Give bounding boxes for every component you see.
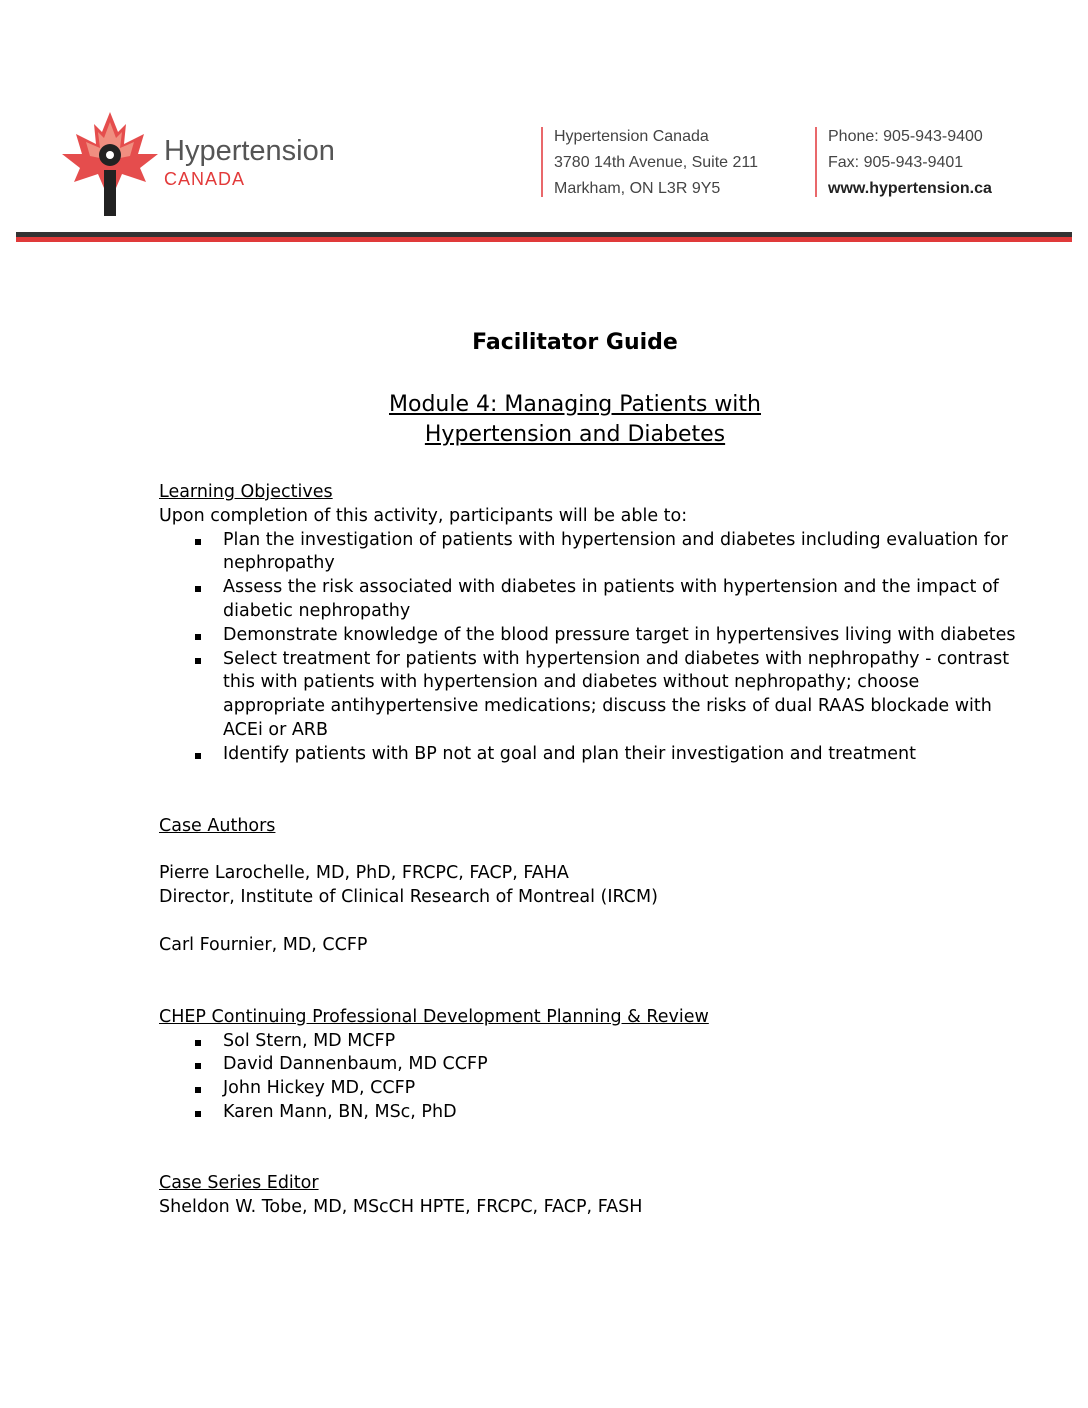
editor-name: Sheldon W. Tobe, MD, MScCH HPTE, FRCPC, FACP, FASH <box>159 1196 643 1217</box>
editor-heading: Case Series Editor <box>159 1172 319 1193</box>
authors-heading: Case Authors <box>159 815 276 836</box>
objectives-heading: Learning Objectives <box>159 482 333 502</box>
objectives-list <box>159 529 1019 767</box>
reviewer-item: Karen Mann, BN, MSc, PhD <box>159 1101 1019 1125</box>
header-rule-red <box>16 237 1072 242</box>
page-title: Facilitator Guide <box>472 330 678 355</box>
header-divider <box>815 127 817 197</box>
address-line: Markham, ON L3R 9Y5 <box>554 180 721 197</box>
reviewer-item: John Hickey MD, CCFP <box>159 1077 1019 1101</box>
author-name: Carl Fournier, MD, CCFP <box>159 934 368 955</box>
objective-item: Assess the risk associated with diabetes in patients with hypertension and the impact of diabetic nephropathy <box>159 576 1019 624</box>
reviewer-item: David Dannenbaum, MD CCFP <box>159 1053 1019 1077</box>
module-title-line: Hypertension and Diabetes <box>424 422 726 447</box>
hypertension-canada-logo <box>60 110 360 220</box>
module-title <box>0 390 1088 450</box>
module-title-line: Module 4: Managing Patients with <box>389 392 761 417</box>
author-role: Director, Institute of Clinical Research of Montreal (IRCM) <box>159 887 658 908</box>
maple-leaf-logo-icon <box>60 110 160 220</box>
review-list <box>159 1030 1019 1125</box>
header-divider <box>541 127 543 197</box>
address-line: Hypertension Canada <box>554 128 709 145</box>
objective-item: Identify patients with BP not at goal and plan their investigation and treatment <box>159 743 1019 767</box>
logo-subtitle: CANADA <box>164 169 246 189</box>
address-line: 3780 14th Avenue, Suite 211 <box>554 154 759 171</box>
phone-number: Phone: 905-943-9400 <box>828 128 983 145</box>
fax-number: Fax: 905-943-9401 <box>828 154 964 171</box>
author-name: Pierre Larochelle, MD, PhD, FRCPC, FACP, FAHA <box>159 863 569 884</box>
document-body <box>159 481 1019 1219</box>
review-heading: CHEP Continuing Professional Development Planning & Review <box>159 1006 709 1027</box>
objective-item: Plan the investigation of patients with hypertension and diabetes including evaluation for nephropathy <box>159 529 1019 577</box>
reviewer-item: Sol Stern, MD MCFP <box>159 1030 1019 1054</box>
address-block <box>554 124 758 202</box>
contact-block <box>828 124 992 202</box>
objectives-intro: Upon completion of this activity, participants will be able to: <box>159 505 688 526</box>
objective-item: Select treatment for patients with hypertension and diabetes with nephropathy - contrast this with patients with hypertension and diabetes without nephropathy; choose appropriate antihypertensive medications; discuss the risks of dual RAAS blockade with ACEi or ARB <box>159 648 1019 743</box>
objective-item: Demonstrate knowledge of the blood pressure target in hypertensives living with diabetes <box>159 624 1019 648</box>
logo-wordmark: Hypertension <box>164 135 335 167</box>
website-link[interactable]: www.hypertension.ca <box>828 180 992 197</box>
